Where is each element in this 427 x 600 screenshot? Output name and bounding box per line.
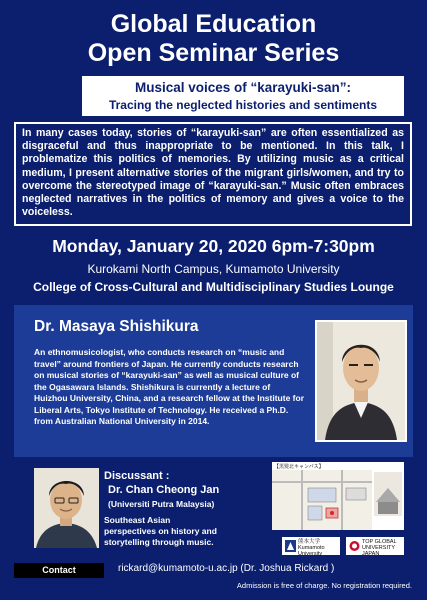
venue-room: College of Cross-Cultural and Multidisciplinary Studies Lounge bbox=[33, 280, 394, 294]
discussant-label: Discussant : bbox=[104, 470, 170, 482]
discussant-portrait-icon bbox=[34, 468, 99, 548]
university-emblem-icon bbox=[285, 540, 296, 552]
admission-note: Admission is free of charge. No registration required. bbox=[236, 581, 412, 590]
map-label: 【黒髪北キャンパス】 bbox=[274, 464, 324, 470]
subtitle-box bbox=[82, 76, 404, 116]
subtitle-line-2: Tracing the neglected histories and sentiments bbox=[108, 98, 378, 112]
kumamoto-university-logo bbox=[282, 537, 340, 555]
event-date: Monday, January 20, 2020 6pm-7:30pm bbox=[52, 236, 375, 256]
discussant-photo bbox=[34, 468, 99, 548]
map-icon bbox=[272, 462, 404, 530]
logo1-text: 熊本大学 Kumamoto University bbox=[298, 539, 325, 557]
campus-map bbox=[272, 462, 404, 530]
subtitle-line-1: Musical voices of “karayuki-san”: bbox=[134, 80, 352, 95]
abstract-text: In many cases today, stories of “karayuki-san” are often essentialized as disgraceful and thus inappropriate to be mentioned. In this talk, I problematize this politics of memories. By utilizing music as a critical medium, I present alternative stories of the migrant girls/women, and try to overcome the stereotyped image of “karayuki-san.” Music often embraces neglected narratives in the politics of memory and gives a voice to the voiceless. bbox=[14, 122, 412, 226]
speaker-bio: An ethnomusicologist, who conducts research on “music and travel” around frontiers of Japan. He currently conducts research on musical stories of “karayuki-san” as well as musical culture of the Ogasawara Islands. Shishikura is currently a lecture of Huizhou University, China, and a research fellow at the Institute for Liberal Arts, Tokyo Institute of Technology. He received a Ph.D. from Australian National University in 2014. bbox=[34, 347, 304, 426]
speaker-photo bbox=[315, 320, 407, 442]
discussant-description: Southeast Asian perspectives on history and storytelling through music. bbox=[104, 515, 217, 547]
speaker-portrait-icon bbox=[317, 322, 405, 440]
logo2-text: TOP GLOBAL UNIVERSITY JAPAN bbox=[362, 539, 397, 557]
discussant-name: Dr. Chan Cheong Jan bbox=[108, 484, 220, 496]
top-global-university-logo bbox=[346, 537, 404, 555]
page-title bbox=[0, 10, 427, 68]
globe-emblem-icon bbox=[349, 540, 360, 552]
speaker-name: Dr. Masaya Shishikura bbox=[34, 318, 199, 335]
contact-button[interactable]: Contact bbox=[14, 563, 104, 578]
venue-campus: Kurokami North Campus, Kumamoto University bbox=[87, 262, 340, 276]
contact-email[interactable]: rickard@kumamoto-u.ac.jp (Dr. Joshua Rickard ) bbox=[118, 563, 335, 574]
discussant-affiliation: (Universiti Putra Malaysia) bbox=[108, 499, 215, 509]
title-line-1: Global Education bbox=[110, 10, 317, 38]
title-line-2: Open Seminar Series bbox=[87, 39, 340, 67]
